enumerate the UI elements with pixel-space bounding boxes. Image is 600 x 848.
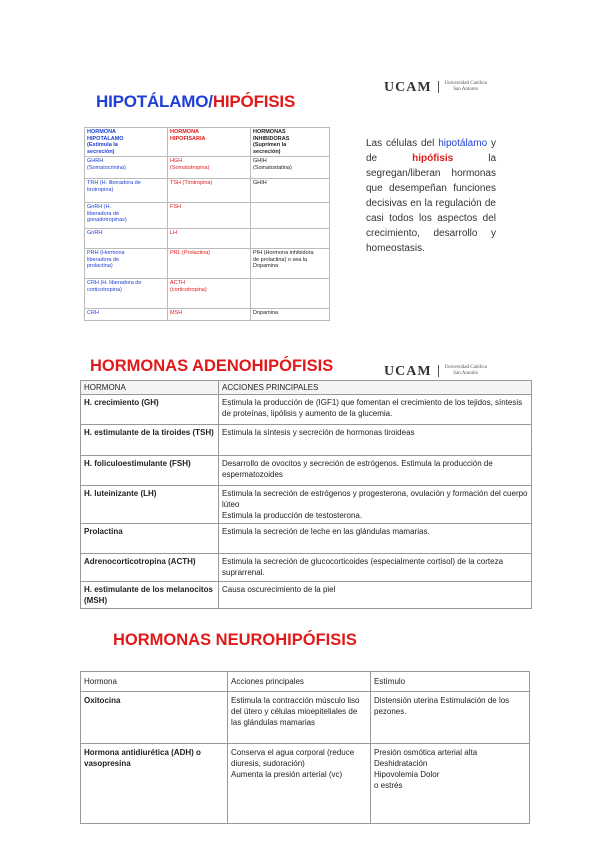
table-row bbox=[85, 179, 330, 203]
table-row bbox=[85, 249, 330, 279]
header-acciones: ACCIONES PRINCIPALES bbox=[219, 381, 532, 395]
table-row bbox=[81, 692, 530, 744]
cell-pituitary: HGH (Somatotropina) bbox=[168, 157, 251, 179]
intro-paragraph bbox=[366, 136, 496, 256]
adenohipofisis-table bbox=[80, 380, 532, 609]
cell-inhibitory: Dopamina bbox=[251, 309, 330, 321]
cell-hormone: Hormona antidiurética (ADH) o vasopresina bbox=[81, 744, 228, 824]
cell-pituitary: TSH (Tirotropina) bbox=[168, 179, 251, 203]
cell-inhibitory bbox=[251, 229, 330, 249]
header-hormonas-inhibidoras: HORMONAS INHIBIDORAS (Suprimen la secreción) bbox=[251, 128, 330, 157]
neurohipofisis-title: HORMONAS NEUROHIPÓFISIS bbox=[113, 631, 357, 649]
logo-uni-line1: Universidad Católica bbox=[444, 81, 487, 87]
cell-hormone: H. estimulante de los melanocitos (MSH) bbox=[81, 582, 219, 609]
cell-inhibitory: GHIH bbox=[251, 179, 330, 203]
header-hormona-hipofisaria: HORMONA HIPOFISARIA bbox=[168, 128, 251, 157]
table-header-row bbox=[81, 381, 532, 395]
table-row bbox=[81, 486, 532, 524]
neurohipofisis-table bbox=[80, 671, 530, 824]
para-part-1: Las células del bbox=[366, 138, 439, 149]
cell-action: Conserva el agua corporal (reduce diuresis, sudoración) Aumenta la presión arterial (vc) bbox=[228, 744, 371, 824]
table-row bbox=[85, 229, 330, 249]
header-hormona-hipotalamo: HORMONA HIPOTALAMO (Estimula la secreción) bbox=[85, 128, 168, 157]
table-row bbox=[85, 279, 330, 309]
cell-hormone: H. luteinizante (LH) bbox=[81, 486, 219, 524]
cell-action: Estimula la contracción músculo liso del útero y células mioepiteliales de las glándulas mamarias bbox=[228, 692, 371, 744]
cell-action: Estimula la secreción de glucocorticoides (especialmente cortisol) de la corteza suprarrenal. bbox=[219, 554, 532, 582]
header-estimulo: Estímulo bbox=[371, 672, 530, 692]
hipotalamo-hipofisis-title bbox=[96, 92, 295, 112]
header-hormona: Hormona bbox=[81, 672, 228, 692]
table-row bbox=[81, 554, 532, 582]
cell-hormone: Oxitocina bbox=[81, 692, 228, 744]
header-hormona: HORMONA bbox=[81, 381, 219, 395]
cell-action: Estimula la secreción de leche en las glándulas mamarias. bbox=[219, 524, 532, 554]
cell-hypothalamic: CRH (H. liberadora de corticotropina) bbox=[85, 279, 168, 309]
cell-inhibitory: GHIH (Somatostatina) bbox=[251, 157, 330, 179]
ucam-logo-2 bbox=[384, 362, 487, 380]
hypothalamic-hormones-table bbox=[84, 127, 330, 321]
table-row bbox=[85, 309, 330, 321]
table-row bbox=[81, 744, 530, 824]
cell-stimulus: Presión osmótica arterial alta Deshidratación Hipovolemia Dolor o estrés bbox=[371, 744, 530, 824]
table-row bbox=[81, 395, 532, 425]
cell-inhibitory: PIH (Hormona inhibidora de prolactina) o sea la Dopamina bbox=[251, 249, 330, 279]
cell-hypothalamic: TRH (H. liberadora de tirotropina) bbox=[85, 179, 168, 203]
logo-brand: UCAM bbox=[384, 364, 432, 379]
para-part-2: y de bbox=[366, 138, 496, 164]
ucam-logo bbox=[384, 78, 487, 96]
cell-action: Estimula la síntesis y secreción de hormonas tiroideas bbox=[219, 425, 532, 456]
table-row bbox=[81, 456, 532, 486]
logo-uni-line2: San Antonio bbox=[453, 371, 479, 377]
adenohipofisis-title: HORMONAS ADENOHIPÓFISIS bbox=[90, 357, 334, 375]
title-hipofisis: HIPÓFISIS bbox=[212, 92, 296, 111]
cell-hypothalamic: PRH (Hormona liberadora de prolactina) bbox=[85, 249, 168, 279]
cell-action: Causa oscurecimiento de la piel bbox=[219, 582, 532, 609]
table-header-row bbox=[85, 128, 330, 157]
logo-uni-line2: San Antonio bbox=[453, 87, 479, 93]
title-separator: / bbox=[208, 92, 213, 111]
cell-hormone: H. crecimiento (GH) bbox=[81, 395, 219, 425]
para-hipotalamo: hipotálamo bbox=[438, 138, 488, 149]
cell-hormone: H. estimulante de la tiroides (TSH) bbox=[81, 425, 219, 456]
cell-pituitary: ACTH (corticotropina) bbox=[168, 279, 251, 309]
cell-hypothalamic: GnRH bbox=[85, 229, 168, 249]
para-part-3: la segregan/liberan hormonas que desempeñan funciones decisivas en la regulación de casi todos los aspectos del crecimiento, desarrollo y homeostasis. bbox=[366, 153, 496, 254]
cell-stimulus: Distensión uterina Estimulación de los pezones. bbox=[371, 692, 530, 744]
table-row bbox=[81, 425, 532, 456]
cell-pituitary: LH bbox=[168, 229, 251, 249]
cell-hormone: Adrenocorticotropina (ACTH) bbox=[81, 554, 219, 582]
cell-hypothalamic: CRH bbox=[85, 309, 168, 321]
table-row bbox=[81, 582, 532, 609]
table-row bbox=[81, 524, 532, 554]
header-acciones: Acciones principales bbox=[228, 672, 371, 692]
cell-hormone: Prolactina bbox=[81, 524, 219, 554]
cell-action: Estimula la producción de (IGF1) que fomentan el crecimiento de los tejidos, síntesis de proteínas, lipólisis y aumento de la glucemia. bbox=[219, 395, 532, 425]
table-header-row bbox=[81, 672, 530, 692]
cell-pituitary: PRL (Prolactina) bbox=[168, 249, 251, 279]
logo-uni-line1: Universidad Católica bbox=[444, 365, 487, 371]
logo-brand: UCAM bbox=[384, 80, 432, 95]
cell-hypothalamic: GHRH (Somatocrinina) bbox=[85, 157, 168, 179]
cell-pituitary: FSH bbox=[168, 203, 251, 229]
cell-action: Desarrollo de ovocitos y secreción de estrógenos. Estimula la producción de espermatozoides bbox=[219, 456, 532, 486]
table-row bbox=[85, 157, 330, 179]
cell-pituitary: MSH bbox=[168, 309, 251, 321]
cell-inhibitory bbox=[251, 279, 330, 309]
cell-action: Estimula la secreción de estrógenos y progesterona, ovulación y formación del cuerpo lúteo Estimula la producción de testosterona. bbox=[219, 486, 532, 524]
cell-hormone: H. foliculoestimulante (FSH) bbox=[81, 456, 219, 486]
para-hipofisis: hipófisis bbox=[412, 153, 454, 164]
table-row bbox=[85, 203, 330, 229]
title-hipotalamo: HIPOTÁLAMO bbox=[96, 92, 209, 111]
cell-hypothalamic: GnRH (H. liberadora de gonadotropinas) bbox=[85, 203, 168, 229]
cell-inhibitory bbox=[251, 203, 330, 229]
